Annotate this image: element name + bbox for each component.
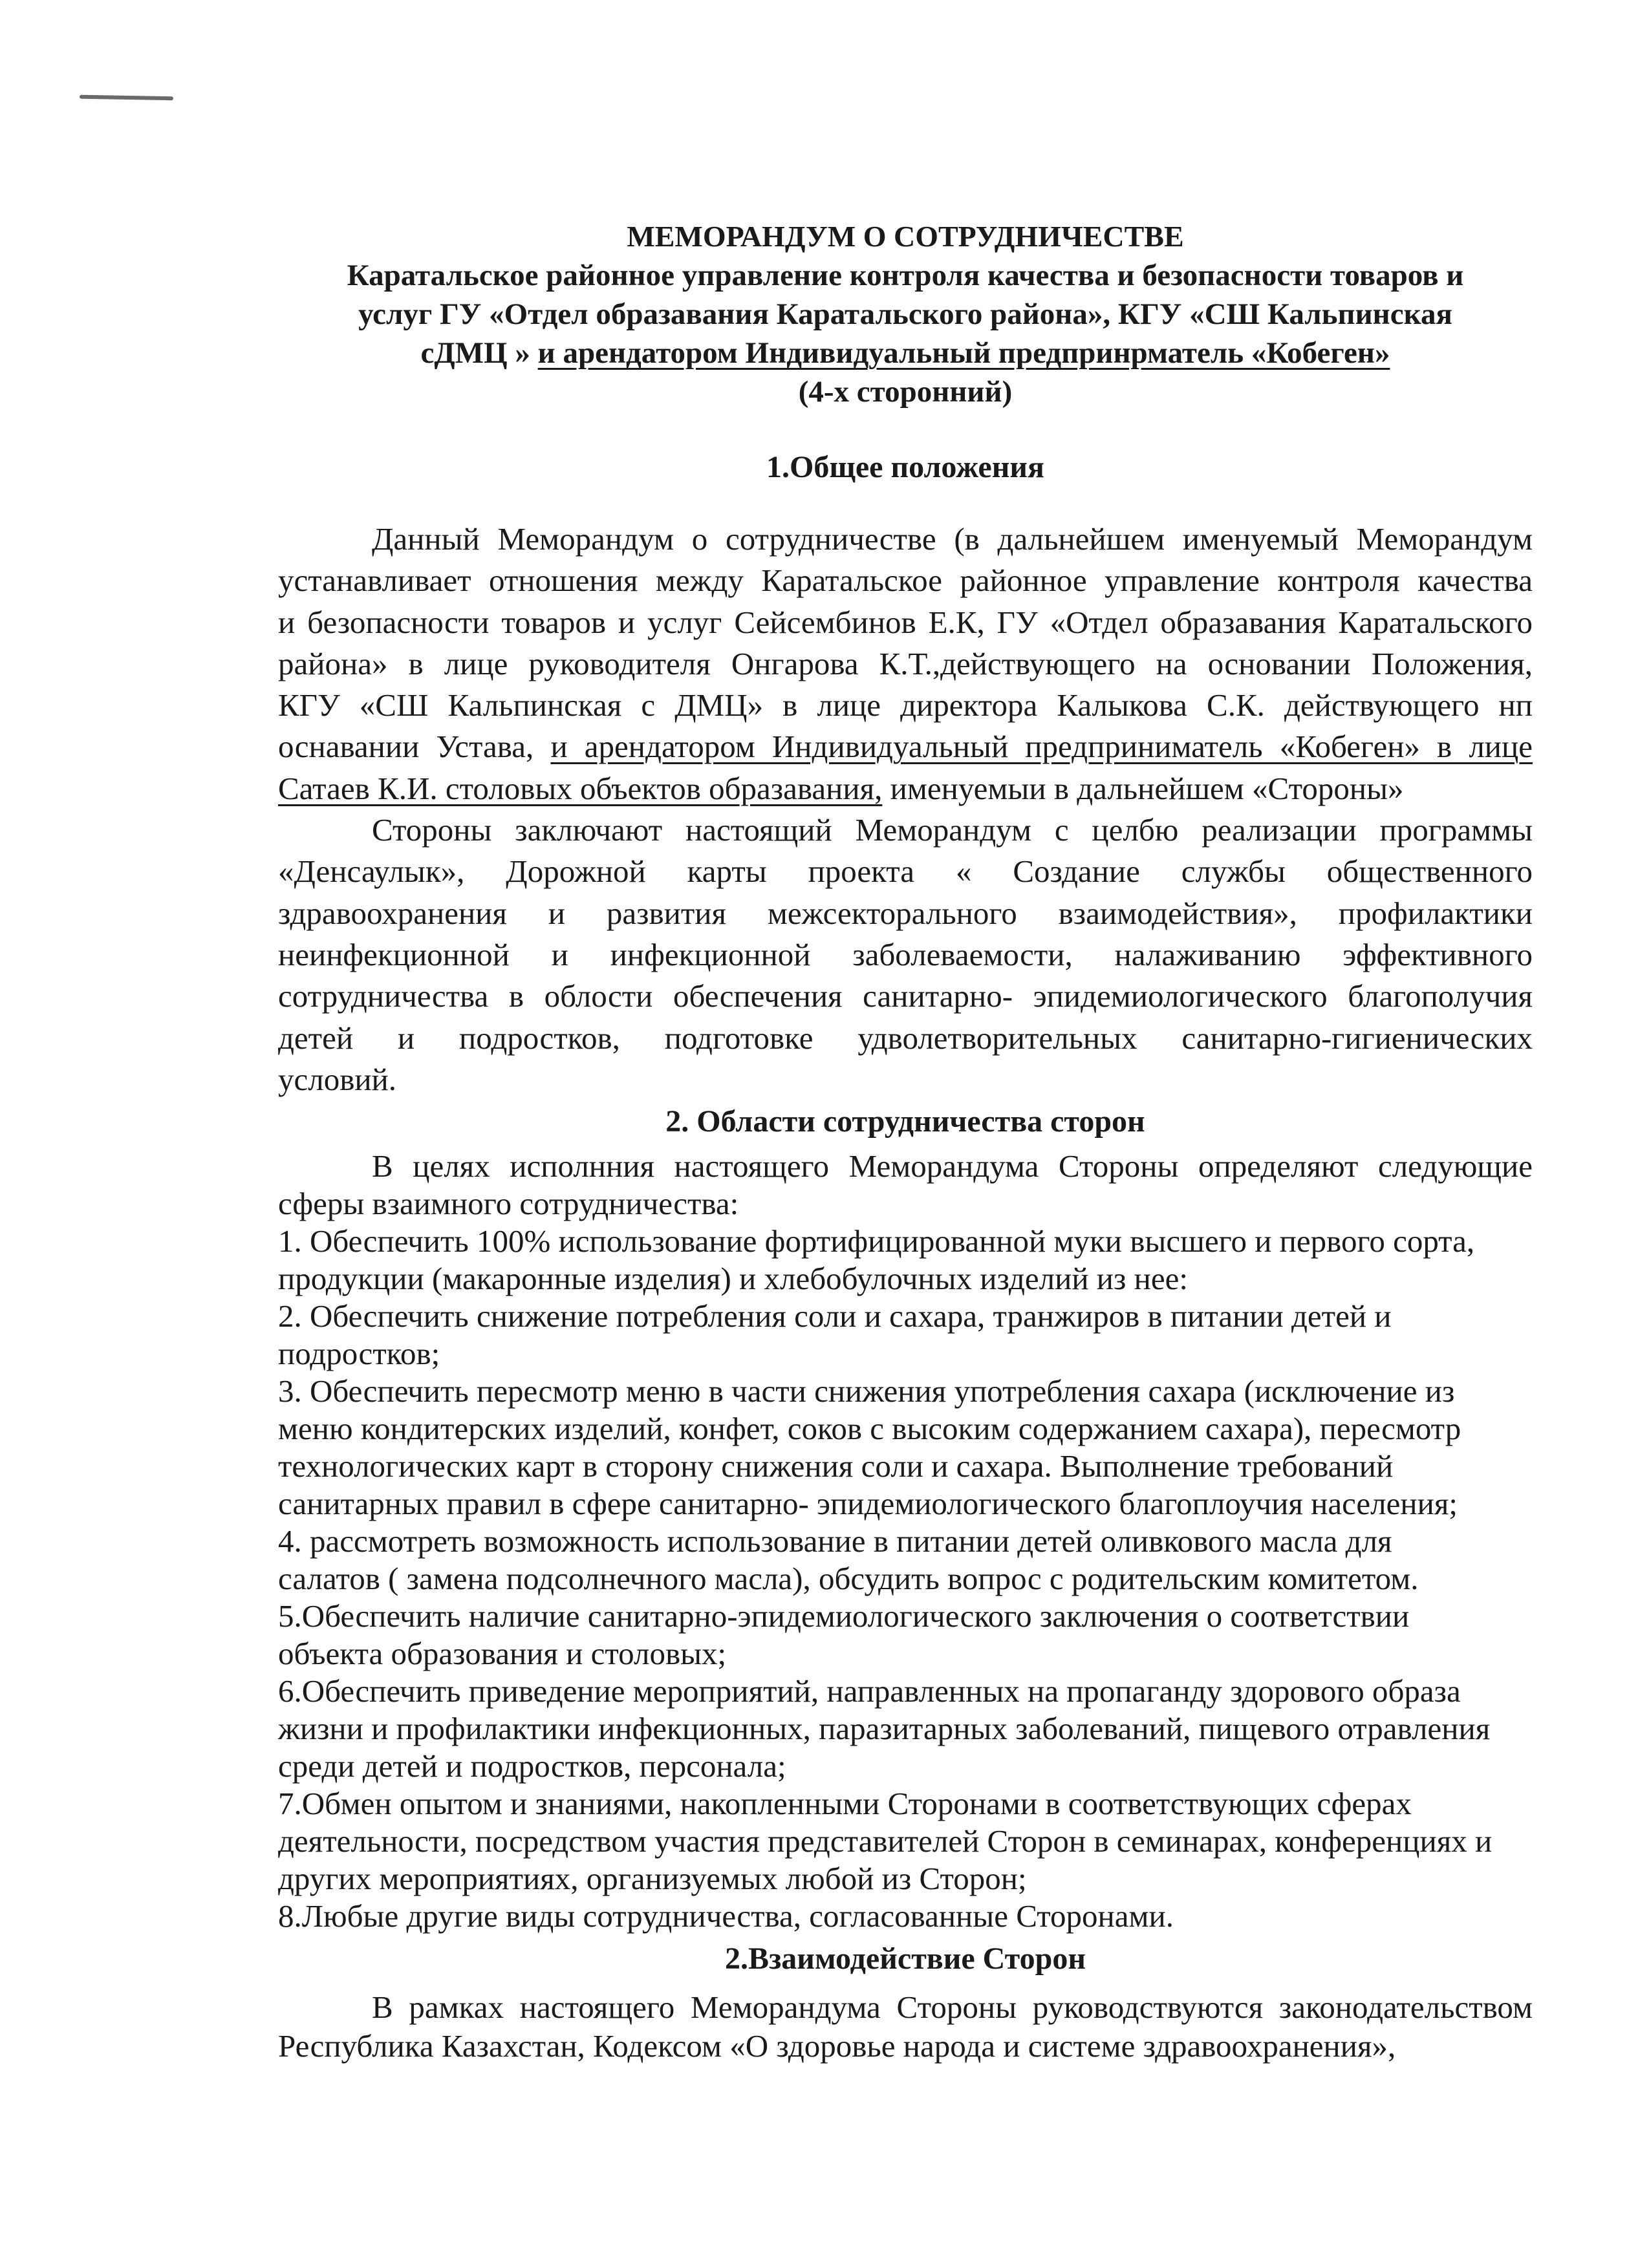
- underlined-text: Сатаев К.И. столовых объектов образавания,: [278, 770, 883, 806]
- text-segment: других мероприятиях, организуемых любой из Сторон;: [278, 1861, 1027, 1896]
- text-line: [278, 1059, 1533, 1100]
- text-line: [278, 1148, 1533, 1185]
- text-line: [278, 1335, 1533, 1373]
- text-segment: 7.Обмен опытом и знаниями, накопленными Сторонами в соответствующих сферах: [278, 1786, 1412, 1821]
- text-segment: салатов ( замена подсолнечного масла), обсудить вопрос с родительским комитетом.: [278, 1561, 1419, 1596]
- text-line: [278, 1560, 1533, 1598]
- underlined-text: и арендатором Индивидуальный предприниматель «Кобеген» в лице: [550, 729, 1533, 765]
- text-line: [278, 893, 1533, 934]
- text-segment: 2. Обеспечить снижение потребления соли и сахара, транжиров в питании детей и: [278, 1298, 1392, 1334]
- section-heading-cooperation-areas: 2. Области сотрудничества сторон: [665, 1104, 1145, 1139]
- text-segment: условий.: [278, 1061, 397, 1097]
- text-segment: устанавливает отношения между Каратальское районное управление контроля качества: [278, 562, 1533, 599]
- text-segment: сферы взаимного сотрудничества:: [278, 1186, 739, 1221]
- text-line: [278, 851, 1533, 892]
- text-segment: 1. Обеспечить 100% использование фортифицированной муки высшего и первого сорта,: [278, 1223, 1475, 1259]
- text-line: [278, 1673, 1533, 1710]
- text-segment: МЕМОРАНДУМ О СОТРУДНИЧЕСТВЕ: [627, 220, 1184, 253]
- text-segment: 5.Обеспечить наличие санитарно-эпидемиологического заключения о соответствии: [278, 1598, 1410, 1634]
- text-segment: продукции (макаронные изделия) и хлебобулочных изделий из нее:: [278, 1261, 1188, 1296]
- text-segment: Республика Казахстан, Кодексом «О здоровье народа и системе здравоохранения»,: [278, 2028, 1396, 2064]
- text-segment: В рамках настоящего Меморандума Стороны руководствуются законодательством: [372, 1989, 1533, 2025]
- text-segment: (4-х сторонний): [798, 375, 1013, 409]
- text-segment: среди детей и подростков, персонала;: [278, 1748, 786, 1784]
- text-line: [278, 1748, 1533, 1785]
- text-line: [278, 1448, 1533, 1485]
- text-line: [278, 809, 1533, 851]
- text-line: [278, 2027, 1533, 2066]
- section-general-text: [278, 519, 1533, 1100]
- text-line: [278, 1018, 1533, 1059]
- text-line: [278, 934, 1533, 976]
- text-line: [278, 295, 1533, 334]
- text-line: [278, 1823, 1533, 1860]
- underlined-text: и арендатором Индивидуальный предпринрматель «Кобеген»: [537, 336, 1390, 370]
- text-segment: жизни и профилактики инфекционных, паразитарных заболеваний, пищевого отравления: [278, 1711, 1491, 1746]
- text-line: [278, 768, 1533, 809]
- text-line: [278, 1298, 1533, 1335]
- section-heading-interaction: 2.Взаимодействие Сторон: [725, 1942, 1086, 1976]
- text-line: [278, 519, 1533, 560]
- text-line: [278, 1860, 1533, 1898]
- text-segment: подростков;: [278, 1336, 440, 1371]
- text-segment: здравоохранения и развития межсекторального взаимодействия», профилактики: [278, 895, 1533, 931]
- scan-artifact-mark: [80, 95, 173, 101]
- text-segment: и безопасности товаров и услуг Сейсембинов Е.К, ГУ «Отдел образавания Каратальского: [278, 604, 1533, 640]
- text-segment: сотрудничества в облости обеспечения санитарно- эпидемиологического благополучия: [278, 978, 1533, 1014]
- text-segment: 8.Любые другие виды сотрудничества, согласованные Сторонами.: [278, 1898, 1174, 1934]
- text-segment: 3. Обеспечить пересмотр меню в части снижения употребления сахара (исключение из: [278, 1373, 1455, 1409]
- text-line: [278, 976, 1533, 1017]
- text-segment: детей и подростков, подготовке удволетворительных санитарно-гигиенических: [278, 1020, 1533, 1056]
- document-title: [278, 217, 1533, 411]
- text-line: [278, 1898, 1533, 1935]
- text-line: [278, 1598, 1533, 1635]
- text-line: [278, 256, 1533, 295]
- text-line: [278, 1373, 1533, 1410]
- section-cooperation-areas-text: [278, 1148, 1533, 1935]
- text-segment: 6.Обеспечить приведение мероприятий, направленных на пропаганду здорового образа: [278, 1673, 1461, 1709]
- text-segment: технологических карт в сторону снижения соли и сахара. Выполнение требований: [278, 1448, 1394, 1484]
- text-line: [278, 560, 1533, 601]
- text-segment: деятельности, посредством участия представителей Сторон в семинарах, конференциях и: [278, 1823, 1493, 1859]
- text-segment: сДМЦ »: [420, 336, 538, 370]
- text-segment: услуг ГУ «Отдел образавания Каратальского района», КГУ «СШ Кальпинская: [358, 297, 1452, 331]
- text-segment: объекта образования и столовых;: [278, 1636, 727, 1671]
- text-line: [278, 372, 1533, 411]
- text-line: [278, 685, 1533, 726]
- text-segment: санитарных правил в сфере санитарно- эпидемиологического благоплоучия населения;: [278, 1486, 1458, 1521]
- text-line: [278, 1523, 1533, 1560]
- text-line: [278, 1410, 1533, 1448]
- text-segment: «Денсаулык», Дорожной карты проекта « Создание службы общественного: [278, 853, 1533, 890]
- text-segment: 4. рассмотреть возможность использование в питании детей оливкового масла для: [278, 1523, 1392, 1559]
- text-line: [278, 217, 1533, 256]
- text-segment: оснавании Устава,: [278, 729, 551, 765]
- text-segment: Стороны заключают настоящий Меморандум с целбю реализации программы: [372, 812, 1533, 848]
- text-line: [278, 602, 1533, 643]
- text-line: [278, 1635, 1533, 1673]
- text-segment: меню кондитерских изделий, конфет, соков с высоким содержанием сахара), пересмотр: [278, 1411, 1461, 1446]
- text-line: [278, 1223, 1533, 1260]
- text-segment: района» в лице руководителя Онгарова К.Т.,действующего на основании Положения,: [278, 645, 1533, 681]
- text-line: [278, 1260, 1533, 1298]
- text-line: [278, 1988, 1533, 2027]
- section-interaction-text: [278, 1988, 1533, 2066]
- text-line: [278, 1785, 1533, 1823]
- text-segment: Каратальское районное управление контроля качества и безопасности товаров и: [347, 259, 1464, 292]
- text-line: [278, 1710, 1533, 1748]
- text-segment: неинфекционной и инфекционной заболеваемости, налаживанию эффективного: [278, 936, 1533, 972]
- text-segment: В целях исполнния настоящего Меморандума Стороны определяют следующие: [372, 1148, 1533, 1184]
- text-line: [278, 726, 1533, 767]
- text-line: [278, 643, 1533, 685]
- text-line: [278, 1185, 1533, 1223]
- text-line: [278, 334, 1533, 372]
- section-heading-general: 1.Общее положения: [766, 450, 1044, 484]
- text-line: [278, 1485, 1533, 1523]
- text-segment: Данный Меморандум о сотрудничестве (в дальнейшем именуемый Меморандум: [372, 521, 1533, 557]
- text-segment: КГУ «СШ Кальпинская с ДМЦ» в лице директора Калыкова С.К. действующего нп: [278, 687, 1533, 723]
- text-segment: именуемыи в дальнейшем «Стороны»: [882, 770, 1404, 806]
